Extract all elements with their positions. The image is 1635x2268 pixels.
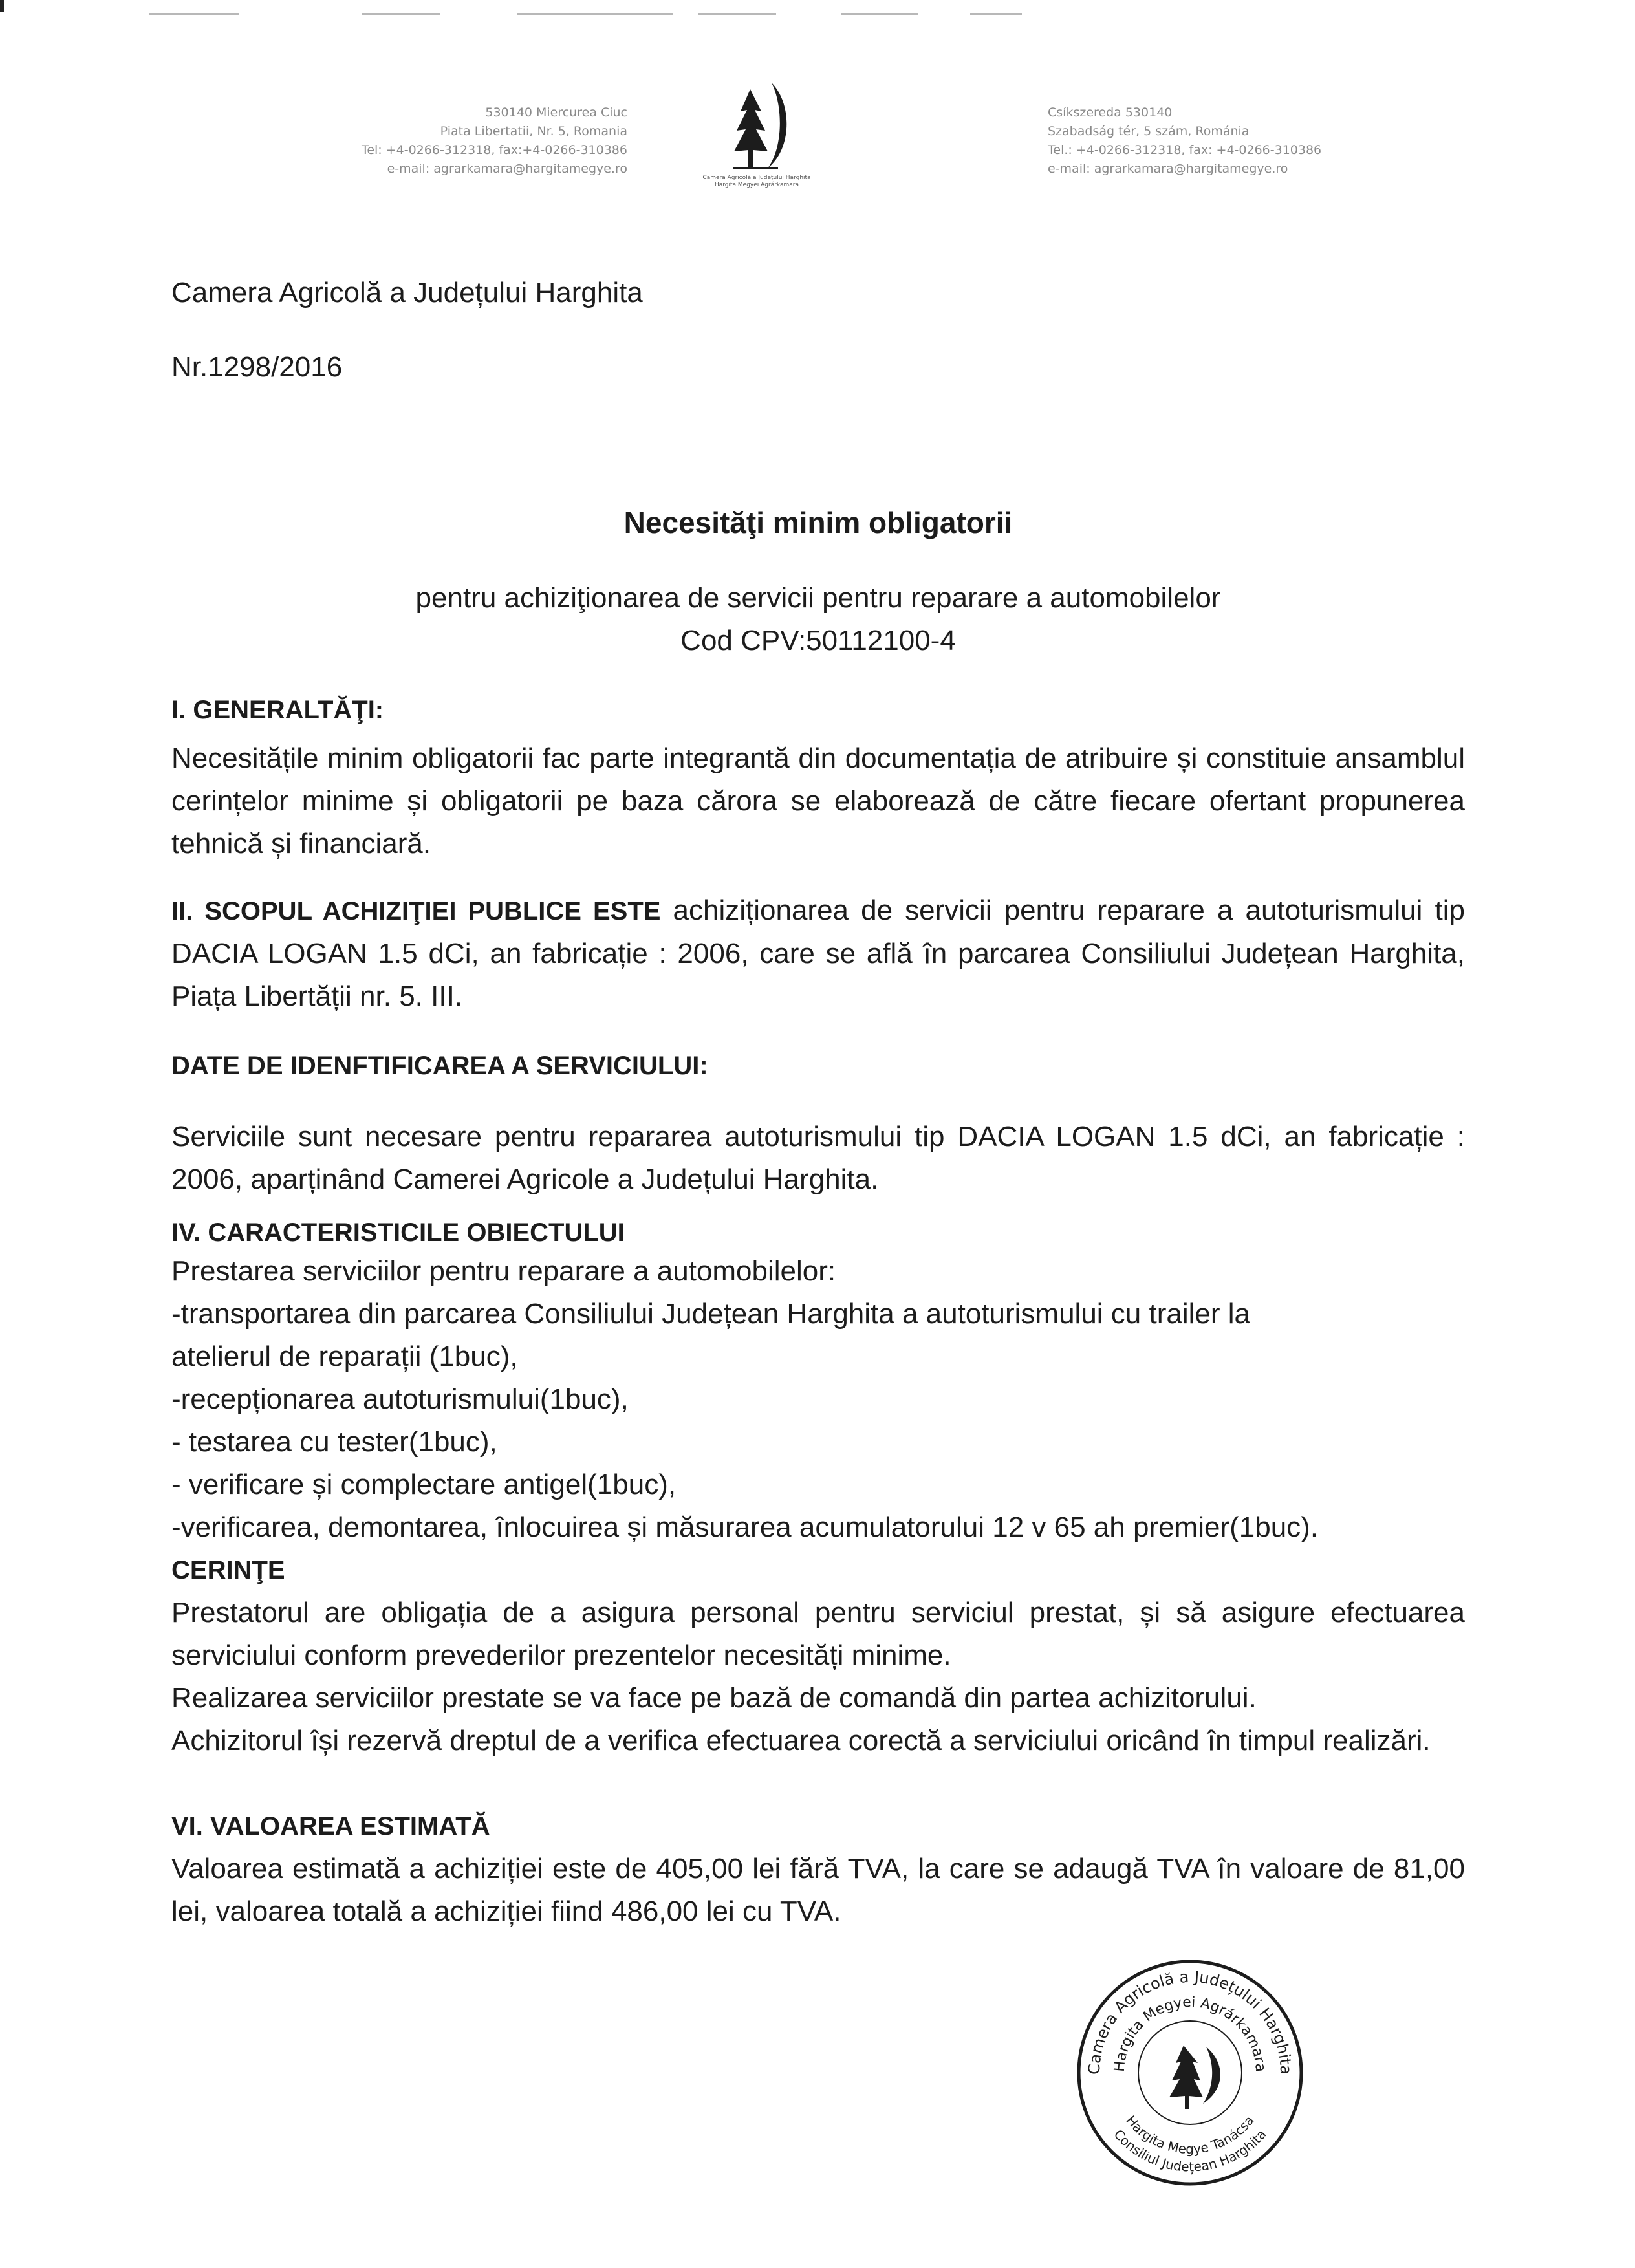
list-item: - verificare și complectare antigel(1buc), bbox=[171, 1469, 677, 1500]
logo-caption: Camera Agricolă a Județului Harghita bbox=[702, 175, 811, 181]
letterhead-left-line: Piata Libertatii, Nr. 5, Romania bbox=[440, 124, 627, 138]
document-subtitle: pentru achiziţionarea de servicii pentru reparare a automobilelor bbox=[415, 582, 1221, 614]
scan-mark bbox=[0, 0, 4, 12]
document-title: Necesităţi minim obligatorii bbox=[623, 506, 1013, 539]
section-2-heading: II. SCOPUL ACHIZIŢIEI PUBLICE ESTE bbox=[171, 897, 661, 925]
letterhead-left bbox=[188, 103, 627, 178]
stamp-bottom-text: Hargita Megye Tanácsa bbox=[1123, 2112, 1257, 2157]
stamp-bottom-text: Consiliul Județean Harghita bbox=[1110, 2126, 1270, 2175]
section-5-text: Realizarea serviciilor prestate se va face pe bază de comandă din partea achizitorului. bbox=[171, 1682, 1257, 1714]
section-2 bbox=[171, 889, 1465, 1018]
list-item: - testarea cu tester(1buc), bbox=[171, 1426, 497, 1458]
list-item: -transportarea din parcarea Consiliului Județean Harghita a autoturismului cu trailer la bbox=[171, 1298, 1250, 1330]
scan-rule bbox=[698, 13, 776, 15]
letterhead-left-line: e-mail: agrarkamara@hargitamegye.ro bbox=[387, 162, 627, 176]
stamp-seal-icon bbox=[1074, 1956, 1306, 2189]
list-item: -verificarea, demontarea, înlocuirea și măsurarea acumulatorului 12 v 65 ah premier(1buc). bbox=[171, 1511, 1319, 1543]
section-4-intro: Prestarea serviciilor pentru reparare a automobilelor: bbox=[171, 1255, 836, 1287]
section-3-heading: DATE DE IDENFTIFICAREA A SERVICIULUI: bbox=[171, 1052, 708, 1080]
section-1-heading: I. GENERALTĂŢI: bbox=[171, 696, 384, 724]
document-number: Nr.1298/2016 bbox=[171, 351, 343, 383]
logo bbox=[702, 78, 812, 220]
scan-rule bbox=[149, 13, 239, 15]
section-4-heading: IV. CARACTERISTICILE OBIECTULUI bbox=[171, 1218, 625, 1247]
letterhead-right bbox=[1048, 103, 1513, 178]
stamp-inner-text: Hargita Megyei Agrárkamara bbox=[1111, 1994, 1269, 2073]
letterhead-right-line: Csíkszereda 530140 bbox=[1048, 105, 1173, 120]
logo-caption: Hargita Megyei Agrárkamara bbox=[714, 182, 799, 188]
section-3-text: Serviciile sunt necesare pentru repararea autoturismului tip DACIA LOGAN 1.5 dCi, an fabricație : 2006, aparținând Camerei Agricole a Județului Harghita. bbox=[171, 1121, 1465, 1195]
letterhead-right-line: Tel.: +4-0266-312318, fax: +4-0266-310386 bbox=[1048, 143, 1322, 157]
list-item: -recepționarea autoturismului(1buc), bbox=[171, 1383, 629, 1415]
section-6-heading: VI. VALOAREA ESTIMATĂ bbox=[171, 1812, 490, 1841]
tree-moon-logo-icon bbox=[721, 78, 792, 175]
official-stamp bbox=[1074, 1956, 1306, 2189]
list-item: atelierul de reparații (1buc), bbox=[171, 1341, 518, 1372]
scan-rule bbox=[517, 13, 673, 15]
scan-rule bbox=[970, 13, 1022, 15]
letterhead-left-line: 530140 Miercurea Ciuc bbox=[485, 105, 627, 120]
letterhead-left-line: Tel: +4-0266-312318, fax:+4-0266-310386 bbox=[361, 143, 627, 157]
section-5-text: Prestatorul are obligația de a asigura personal pentru serviciul prestat, și să asigure efectuarea serviciului conform prevederilor prezentelor necesități minime. bbox=[171, 1597, 1465, 1671]
scan-rule bbox=[362, 13, 440, 15]
letterhead-right-line: Szabadság tér, 5 szám, Románia bbox=[1048, 124, 1250, 138]
section-6-text: Valoarea estimată a achiziției este de 405,00 lei fără TVA, la care se adaugă TVA în valoare de 81,00 lei, valoarea totală a achiziției fiind 486,00 lei cu TVA. bbox=[171, 1853, 1465, 1927]
stamp-outer-text: Camera Agricolă a Județului Harghita bbox=[1085, 1967, 1295, 2075]
cpv-code: Cod CPV:50112100-4 bbox=[680, 625, 956, 656]
section-5-text: Achizitorul își rezervă dreptul de a verifica efectuarea corectă a serviciului oricând în timpul realizări. bbox=[171, 1725, 1431, 1756]
section-2-text: achiziționarea de servicii pentru reparare a autoturismului tip DACIA LOGAN 1.5 dCi, an fabricație : 2006, care se află în parcarea Consiliului Județean Harghita, Piața Libertății nr. 5. III. bbox=[171, 894, 1465, 1012]
institution-name: Camera Agricolă a Județului Harghita bbox=[171, 277, 643, 308]
section-5-heading: CERINŢE bbox=[171, 1556, 285, 1584]
scan-rule bbox=[841, 13, 918, 15]
section-1-text: Necesitățile minim obligatorii fac parte integrantă din documentația de atribuire și constituie ansamblul cerințelor minime și obligatorii pe baza cărora se elaborează de către fiecare ofertant propunerea tehnică și financiară. bbox=[171, 742, 1465, 859]
letterhead-right-line: e-mail: agrarkamara@hargitamegye.ro bbox=[1048, 162, 1288, 176]
